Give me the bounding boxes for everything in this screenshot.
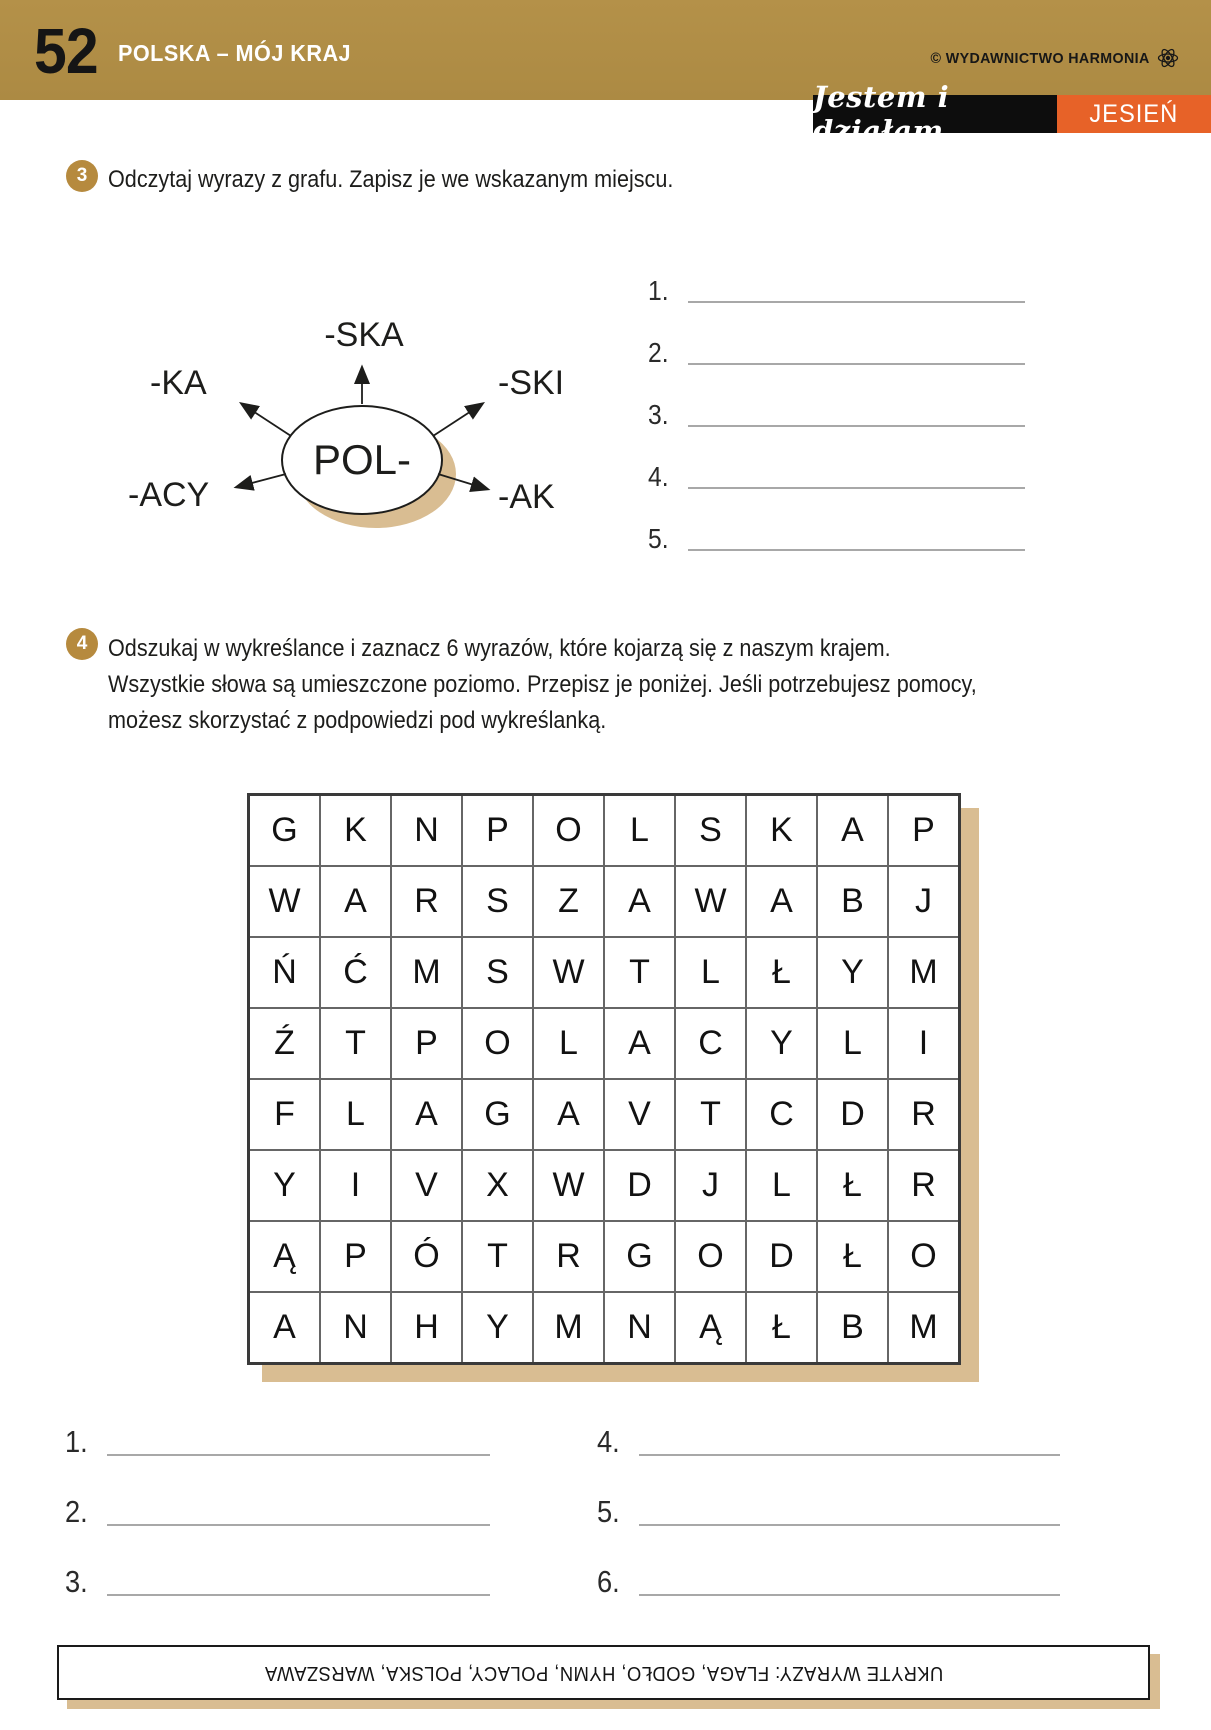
grid-cell[interactable]: V	[604, 1079, 675, 1150]
grid-cell[interactable]: R	[391, 866, 462, 937]
exercise4-instruction-line3: możesz skorzystać z podpowiedzi pod wykreślanką.	[108, 707, 607, 734]
answer-row	[65, 1530, 490, 1600]
harmonia-atom-icon	[1157, 47, 1179, 69]
grid-cell[interactable]: L	[320, 1079, 391, 1150]
answer-row	[648, 493, 1025, 555]
grid-cell[interactable]: O	[533, 795, 604, 867]
answer-blank-line[interactable]	[107, 1524, 490, 1526]
exercise3-number-badge: 3	[66, 160, 98, 192]
grid-cell[interactable]: V	[391, 1150, 462, 1221]
grid-cell[interactable]: W	[533, 937, 604, 1008]
answer-blank-line[interactable]	[107, 1594, 490, 1596]
word-graph	[120, 290, 590, 570]
grid-cell[interactable]: A	[249, 1292, 321, 1364]
graph-suffix-ak: -AK	[498, 478, 555, 516]
grid-row	[249, 795, 960, 867]
answer-blank-line[interactable]	[107, 1454, 490, 1456]
grid-cell[interactable]: L	[533, 1008, 604, 1079]
answer-number: 1.	[65, 1424, 88, 1459]
answer-row	[648, 369, 1025, 431]
grid-cell[interactable]: M	[888, 1292, 960, 1364]
grid-cell[interactable]: Y	[817, 937, 888, 1008]
grid-cell[interactable]: G	[604, 1221, 675, 1292]
grid-cell[interactable]: O	[675, 1221, 746, 1292]
page-title: POLSKA – MÓJ KRAJ	[118, 40, 352, 66]
graph-suffix-ka: -KA	[150, 364, 207, 402]
answer-row	[648, 307, 1025, 369]
grid-cell[interactable]: A	[533, 1079, 604, 1150]
grid-cell[interactable]: P	[320, 1221, 391, 1292]
grid-cell[interactable]: P	[391, 1008, 462, 1079]
grid-cell[interactable]: B	[817, 1292, 888, 1364]
hint-text: UKRYTE WYRAZY: FLAGA, GODŁO, HYMN, POLACY, POLSKA, WARSZAWA	[264, 1662, 943, 1684]
answer-blank-line[interactable]	[639, 1594, 1060, 1596]
grid-cell[interactable]: G	[462, 1079, 533, 1150]
answer-row	[597, 1530, 1060, 1600]
hint-box	[57, 1645, 1150, 1700]
grid-cell[interactable]: R	[888, 1079, 960, 1150]
grid-cell[interactable]: S	[462, 866, 533, 937]
grid-cell[interactable]: Ł	[746, 1292, 817, 1364]
grid-cell[interactable]: R	[888, 1150, 960, 1221]
grid-cell[interactable]: C	[675, 1008, 746, 1079]
answer-blank-line[interactable]	[688, 363, 1025, 365]
grid-cell[interactable]: L	[675, 937, 746, 1008]
exercise3-instruction: Odczytaj wyrazy z grafu. Zapisz je we wskazanym miejscu.	[108, 166, 674, 193]
grid-cell[interactable]: I	[888, 1008, 960, 1079]
grid-cell[interactable]: W	[675, 866, 746, 937]
grid-cell[interactable]: M	[391, 937, 462, 1008]
exercise4-instruction-line1: Odszukaj w wykreślance i zaznacz 6 wyrazów, które kojarzą się z naszym krajem.	[108, 635, 891, 662]
grid-row	[249, 1079, 960, 1150]
grid-cell[interactable]: A	[391, 1079, 462, 1150]
answer-row	[648, 245, 1025, 307]
publisher-text: © WYDAWNICTWO HARMONIA	[930, 49, 1150, 67]
grid-cell[interactable]: N	[604, 1292, 675, 1364]
arrow-upper-left	[242, 404, 291, 436]
grid-cell[interactable]: G	[249, 795, 321, 867]
grid-row	[249, 937, 960, 1008]
exercise4-instruction-line2: Wszystkie słowa są umieszczone poziomo. Przepisz je poniżej. Jeśli potrzebujesz pomocy,	[108, 671, 977, 698]
graph-root-word: POL-	[312, 436, 412, 483]
grid-cell[interactable]: A	[604, 1008, 675, 1079]
answer-number: 2.	[648, 337, 669, 368]
answer-row	[65, 1460, 490, 1530]
grid-cell[interactable]: Ć	[320, 937, 391, 1008]
grid-cell[interactable]: A	[746, 866, 817, 937]
grid-cell[interactable]: A	[604, 866, 675, 937]
grid-cell[interactable]: O	[888, 1221, 960, 1292]
grid-cell[interactable]: N	[320, 1292, 391, 1364]
grid-cell[interactable]: D	[604, 1150, 675, 1221]
grid-cell[interactable]: D	[817, 1079, 888, 1150]
answer-row	[597, 1390, 1060, 1460]
grid-row	[249, 866, 960, 937]
grid-cell[interactable]: Ó	[391, 1221, 462, 1292]
grid-cell[interactable]: D	[746, 1221, 817, 1292]
answer-blank-line[interactable]	[688, 301, 1025, 303]
grid-cell[interactable]: Ą	[675, 1292, 746, 1364]
grid-cell[interactable]: L	[746, 1150, 817, 1221]
grid-cell[interactable]: Ń	[249, 937, 321, 1008]
page-number: 52	[34, 15, 98, 87]
grid-row	[249, 1008, 960, 1079]
grid-cell[interactable]: A	[320, 866, 391, 937]
grid-cell[interactable]: M	[888, 937, 960, 1008]
grid-cell[interactable]: Ł	[746, 937, 817, 1008]
answer-number: 5.	[648, 523, 669, 554]
grid-row	[249, 1221, 960, 1292]
arrow-upper-right	[433, 404, 482, 436]
grid-cell[interactable]: W	[533, 1150, 604, 1221]
grid-cell[interactable]: T	[675, 1079, 746, 1150]
publisher	[919, 47, 1179, 69]
grid-cell[interactable]: Ź	[249, 1008, 321, 1079]
grid-cell[interactable]: B	[817, 866, 888, 937]
series-banner-label: Jestem i działam	[813, 80, 950, 148]
grid-cell[interactable]: Y	[746, 1008, 817, 1079]
grid-cell[interactable]: S	[675, 795, 746, 867]
grid-cell[interactable]: L	[604, 795, 675, 867]
answer-blank-line[interactable]	[639, 1524, 1060, 1526]
answer-row	[648, 431, 1025, 493]
grid-cell[interactable]: X	[462, 1150, 533, 1221]
answer-number: 2.	[65, 1494, 88, 1529]
exercise4-answers-right	[597, 1390, 1060, 1600]
grid-cell[interactable]: K	[320, 795, 391, 867]
grid-cell[interactable]: H	[391, 1292, 462, 1364]
grid-cell[interactable]: Ł	[817, 1221, 888, 1292]
grid-cell[interactable]: T	[462, 1221, 533, 1292]
season-banner-label: JESIEŃ	[1089, 99, 1179, 128]
grid-cell[interactable]: N	[391, 795, 462, 867]
answer-row	[597, 1460, 1060, 1530]
grid-cell[interactable]: C	[746, 1079, 817, 1150]
arrow-lower-left	[237, 474, 286, 487]
graph-suffix-ski: -SKI	[498, 364, 565, 402]
exercise4-answers-left	[65, 1390, 490, 1600]
grid-cell[interactable]: Ł	[817, 1150, 888, 1221]
grid-cell[interactable]: Z	[533, 866, 604, 937]
wordsearch-grid	[247, 793, 961, 1365]
grid-cell[interactable]: W	[249, 866, 321, 937]
grid-cell[interactable]: T	[604, 937, 675, 1008]
grid-cell[interactable]: P	[462, 795, 533, 867]
answer-number: 3.	[65, 1564, 88, 1599]
grid-cell[interactable]: I	[320, 1150, 391, 1221]
grid-cell[interactable]: M	[533, 1292, 604, 1364]
answer-number: 4.	[597, 1424, 620, 1459]
grid-cell[interactable]: O	[462, 1008, 533, 1079]
grid-cell[interactable]: R	[533, 1221, 604, 1292]
grid-cell[interactable]: K	[746, 795, 817, 867]
grid-cell[interactable]: P	[888, 795, 960, 867]
grid-row	[249, 1292, 960, 1364]
answer-blank-line[interactable]	[688, 487, 1025, 489]
grid-cell[interactable]: Y	[249, 1150, 321, 1221]
grid-cell[interactable]: F	[249, 1079, 321, 1150]
grid-cell[interactable]: Ą	[249, 1221, 321, 1292]
answer-number: 5.	[597, 1494, 620, 1529]
exercise3-answers	[648, 245, 1025, 555]
grid-cell[interactable]: J	[675, 1150, 746, 1221]
season-banner	[1057, 95, 1211, 133]
answer-number: 1.	[648, 275, 669, 306]
graph-suffix-acy: -ACY	[128, 476, 210, 514]
graph-suffix-ska: -SKA	[324, 316, 404, 354]
answer-number: 3.	[648, 399, 669, 430]
answer-number: 6.	[597, 1564, 620, 1599]
answer-blank-line[interactable]	[688, 549, 1025, 551]
answer-row	[65, 1390, 490, 1460]
grid-cell[interactable]: Y	[462, 1292, 533, 1364]
answer-blank-line[interactable]	[639, 1454, 1060, 1456]
grid-cell[interactable]: T	[320, 1008, 391, 1079]
answer-number: 4.	[648, 461, 669, 492]
grid-cell[interactable]: S	[462, 937, 533, 1008]
grid-row	[249, 1150, 960, 1221]
exercise4-number-badge: 4	[66, 628, 98, 660]
answer-blank-line[interactable]	[688, 425, 1025, 427]
grid-cell[interactable]: A	[817, 795, 888, 867]
grid-cell[interactable]: L	[817, 1008, 888, 1079]
series-banner	[813, 80, 1057, 148]
exercise4-instruction	[108, 631, 977, 739]
grid-cell[interactable]: J	[888, 866, 960, 937]
